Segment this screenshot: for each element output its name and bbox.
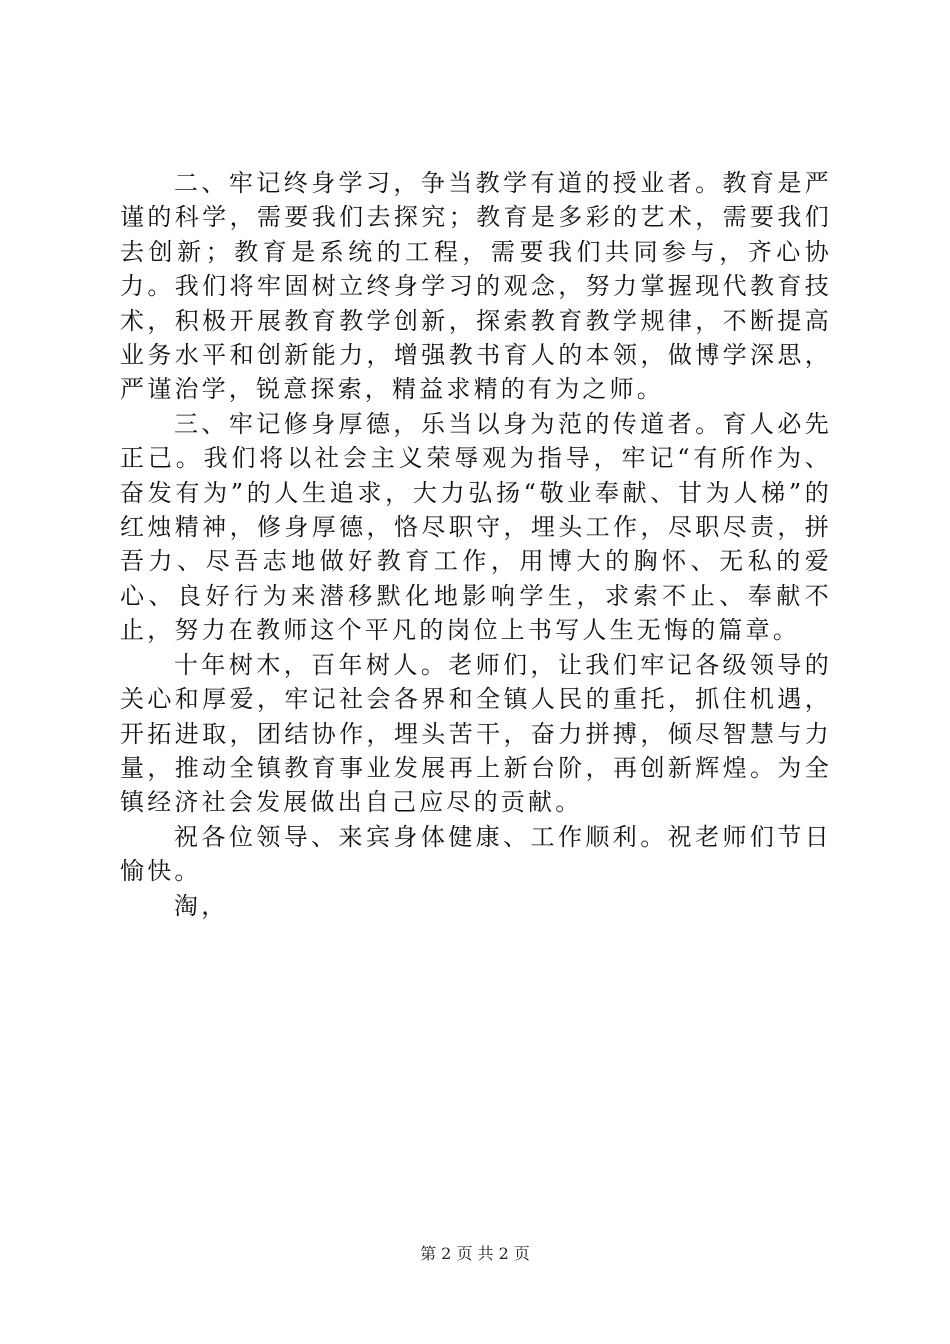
paragraph-trailing-fragment: 淘， — [174, 891, 229, 920]
document-body — [120, 166, 832, 923]
paragraph-closing-call: 十年树木，百年树人。老师们，让我们牢记各级领导的关心和厚爱，牢记社会各界和全镇人民的重托，抓住机遇，开拓进取，团结协作，埋头苦干，奋力拼搏，倾尽智慧与力量，推动全镇教育事业发展再上新台阶，再创新辉煌。为全镇经济社会发展做出自己应尽的贡献。 — [120, 650, 832, 817]
page-footer: 第 2 页 共 2 页 — [420, 1244, 530, 1263]
paragraph-lifelong-learning: 二、牢记终身学习，争当教学有道的授业者。教育是严谨的科学，需要我们去探究；教育是多彩的艺术，需要我们去创新；教育是系统的工程，需要我们共同参与，齐心协力。我们将牢固树立终身学习的观念，努力掌握现代教育技术，积极开展教育教学创新，探索教育教学规律，不断提高业务水平和创新能力，增强教书育人的本领，做博学深思，严谨治学，锐意探索，精益求精的有为之师。 — [120, 169, 832, 404]
paragraph-wishes: 祝各位领导、来宾身体健康、工作顺利。祝老师们节日愉快。 — [120, 822, 832, 886]
paragraph-moral-cultivation: 三、牢记修身厚德，乐当以身为范的传道者。育人必先正己。我们将以社会主义荣辱观为指导，牢记“有所作为、奋发有为”的人生追求，大力弘扬“敬业奉献、甘为人梯”的红烛精神，修身厚德，恪尽职守，埋头工作，尽职尽责，拼吾力、尽吾志地做好教育工作，用博大的胸怀、无私的爱心、良好行为来潜移默化地影响学生，求索不止、奉献不止，努力在教师这个平凡的岗位上书写人生无悔的篇章。 — [120, 409, 832, 645]
